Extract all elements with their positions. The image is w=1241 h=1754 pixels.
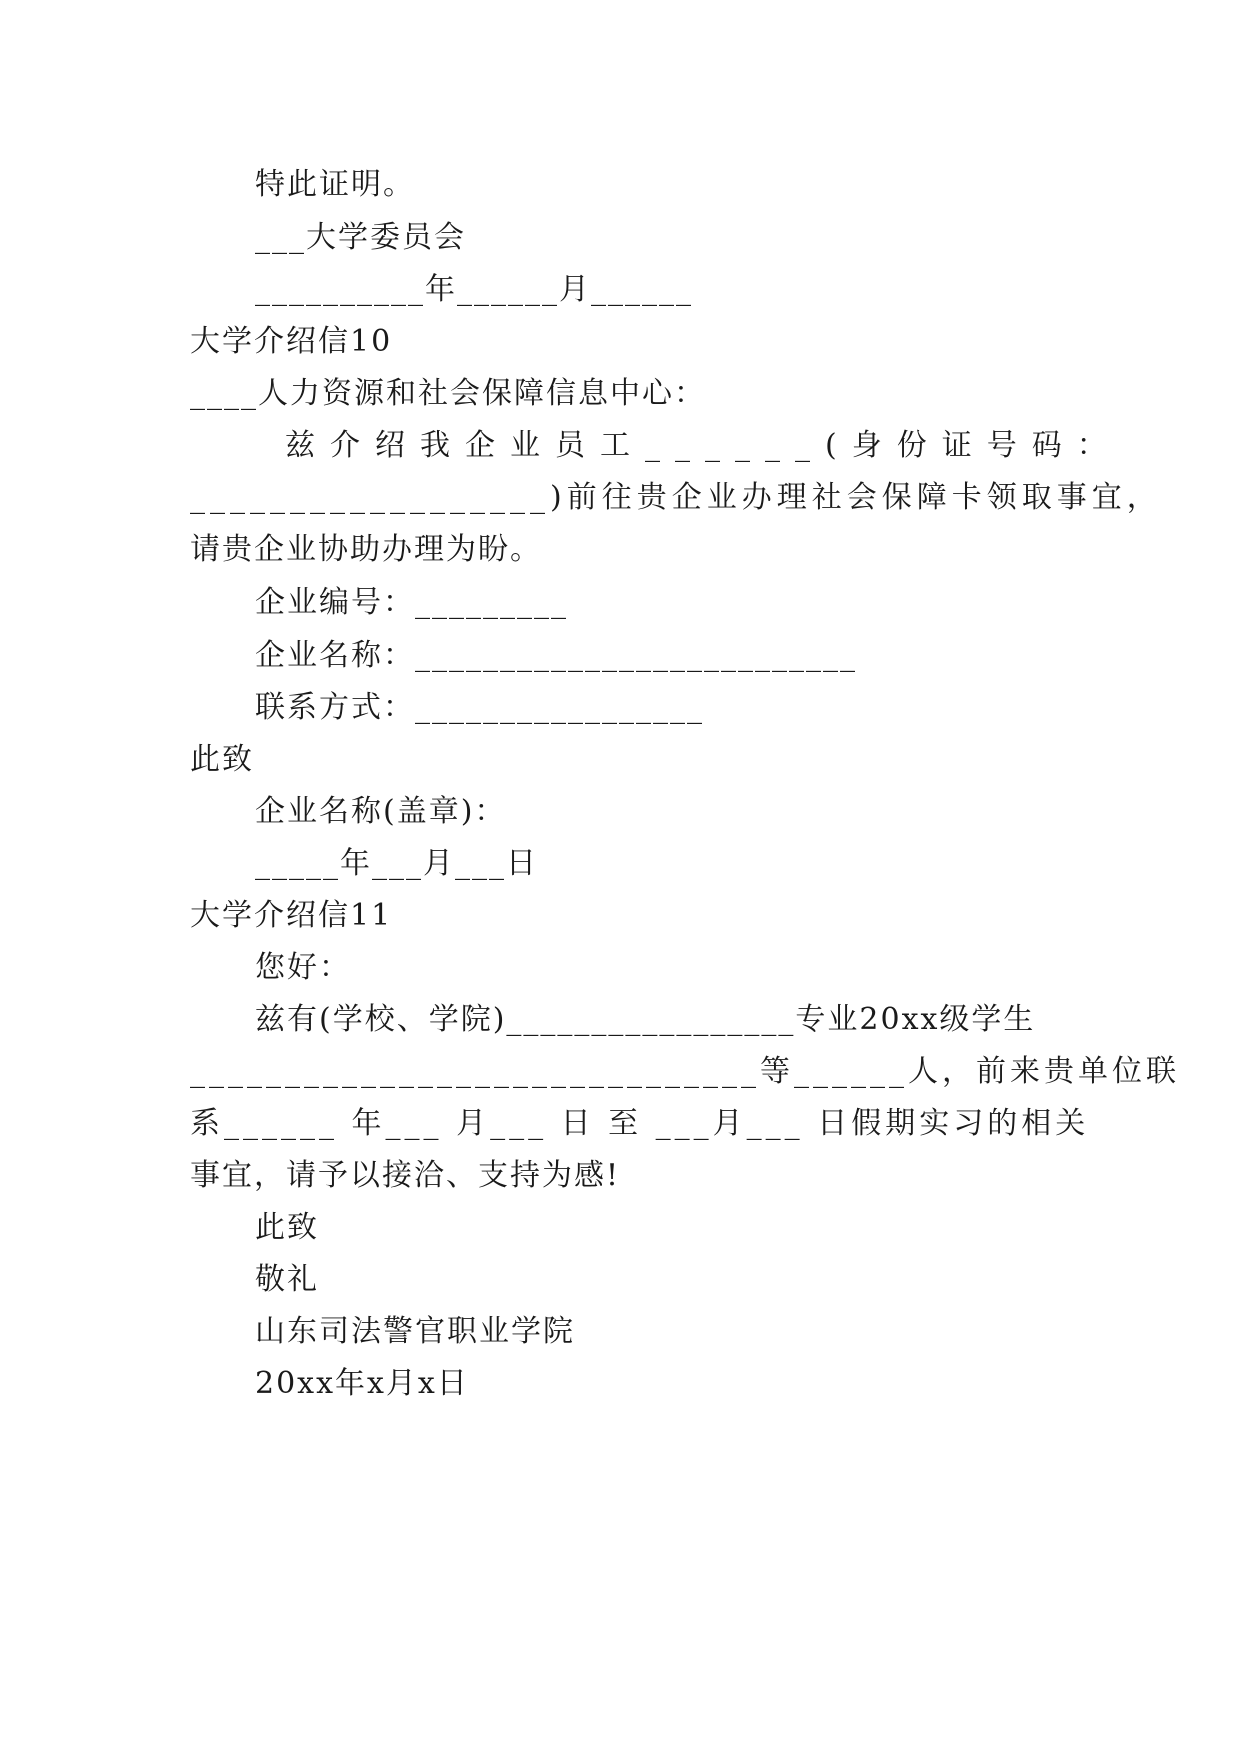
doc-line-11: 联系方式：_________________ — [255, 690, 704, 725]
doc-line-1: 特此证明。 — [255, 167, 415, 202]
section-title-11: 大学介绍信11 — [190, 898, 393, 933]
doc-line-20: 事宜，请予以接洽、支持为感! — [190, 1158, 621, 1193]
doc-line-21: 此致 — [255, 1210, 319, 1245]
doc-line-16: 您好： — [255, 950, 351, 985]
doc-line-8: 请贵企业协助办理为盼。 — [190, 532, 542, 567]
doc-line-10: 企业名称：__________________________ — [255, 638, 857, 673]
doc-line-13: 企业名称(盖章)： — [255, 794, 507, 829]
doc-line-18: ______________________________等______人，前来贵单位联 — [190, 1054, 1180, 1089]
doc-line-12: 此致 — [190, 742, 254, 777]
doc-line-23: 山东司法警官职业学院 — [255, 1314, 575, 1349]
doc-line-24: 20xx年x月x日 — [255, 1366, 469, 1401]
doc-line-3: __________年______月______ — [255, 272, 693, 307]
doc-line-22: 敬礼 — [255, 1262, 319, 1297]
doc-line-7: __________________)前往贵企业办理社会保障卡领取事宜， — [190, 480, 1162, 515]
doc-line-9: 企业编号：_________ — [255, 585, 568, 620]
doc-line-5: ____人力资源和社会保障信息中心： — [190, 376, 706, 411]
doc-line-17: 兹有(学校、学院)_________________专业20xx级学生 — [255, 1002, 1036, 1037]
doc-line-14: _____年___月___日 — [255, 846, 538, 881]
section-title-10: 大学介绍信10 — [190, 324, 393, 359]
doc-line-6: 兹介绍我企业员工______(身份证号码： — [285, 428, 1122, 463]
doc-line-2: ___大学委员会 — [255, 220, 466, 255]
doc-line-19: 系______ 年___ 月___ 日 至 ___月___ 日假期实习的相关 — [190, 1106, 1090, 1141]
